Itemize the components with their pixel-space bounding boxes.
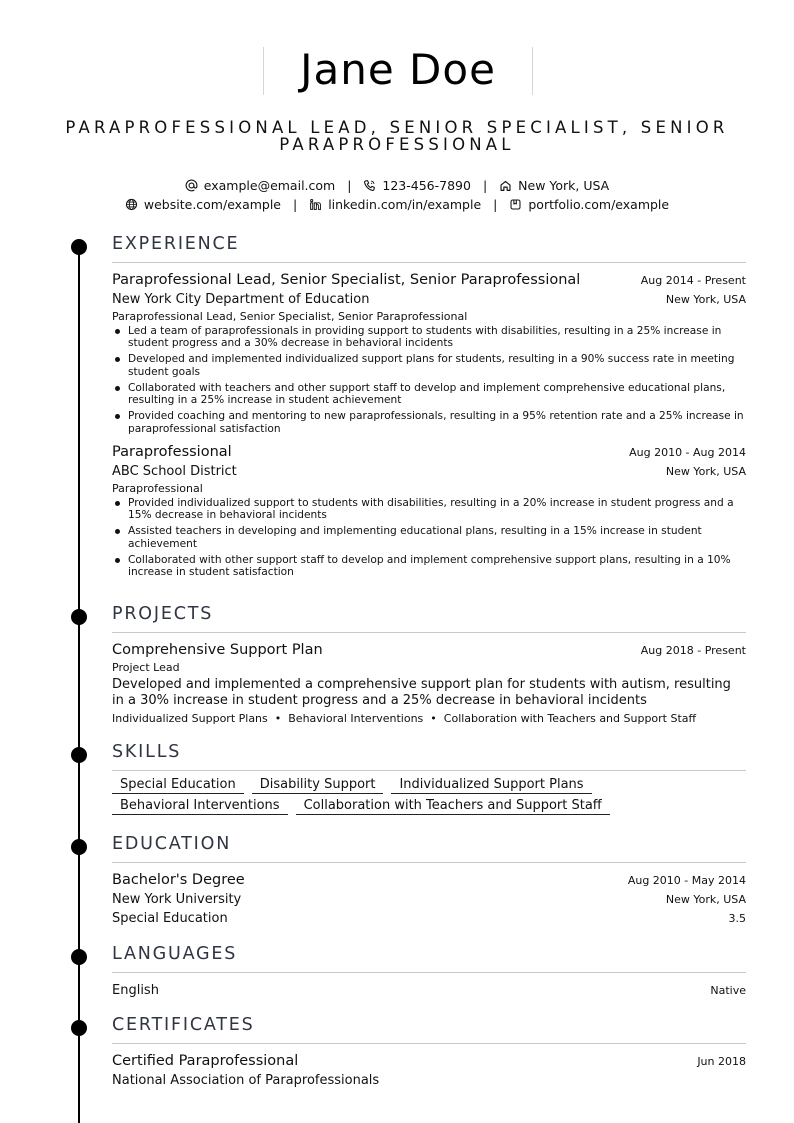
at-icon xyxy=(185,179,198,192)
project-tag: Individualized Support Plans xyxy=(112,712,268,725)
skill-tag: Behavioral Interventions xyxy=(112,798,288,815)
linkedin-text: linkedin.com/in/example xyxy=(328,196,482,212)
job-location: New York, USA xyxy=(665,293,746,306)
degree: Bachelor's Degree xyxy=(112,872,245,888)
section-title: LANGUAGES xyxy=(112,944,746,973)
education-section xyxy=(112,834,746,928)
project-tags xyxy=(112,711,746,726)
separator: | xyxy=(482,177,488,193)
project-role: Project Lead xyxy=(112,661,180,674)
skill-tag: Collaboration with Teachers and Support Staff xyxy=(296,798,610,815)
section-title: SKILLS xyxy=(112,742,746,771)
experience-entry xyxy=(112,271,746,435)
section-title: CERTIFICATES xyxy=(112,1015,746,1044)
languages-section xyxy=(112,944,746,1000)
separator: | xyxy=(292,196,298,212)
timeline-dot xyxy=(71,609,87,625)
project-entry xyxy=(112,641,746,726)
field-of-study: Special Education xyxy=(112,911,228,926)
language-name: English xyxy=(112,983,159,998)
section-title: PROJECTS xyxy=(112,604,746,633)
list-item: Provided coaching and mentoring to new paraprofessionals, resulting in a 95% retention rate and a 25% increase in paraprofessional satisfaction xyxy=(128,410,746,435)
gpa: 3.5 xyxy=(728,912,746,925)
company-name: New York City Department of Education xyxy=(112,292,370,307)
linkedin-icon xyxy=(309,198,322,211)
project-tag: Collaboration with Teachers and Support Staff xyxy=(443,712,697,725)
school-name: New York University xyxy=(112,892,242,907)
skill-tag: Disability Support xyxy=(252,777,384,794)
tag-separator: • xyxy=(274,712,282,725)
separator: | xyxy=(493,196,498,212)
skill-tag: Special Education xyxy=(112,777,244,794)
job-bullets xyxy=(112,325,746,435)
job-date: Aug 2014 - Present xyxy=(640,274,746,287)
project-date: Aug 2018 - Present xyxy=(640,644,746,657)
headline-line-2: PARAPROFESSIONAL xyxy=(279,135,515,154)
company-name: ABC School District xyxy=(112,464,237,480)
certificates-section xyxy=(112,1015,746,1090)
website-text: website.com/example xyxy=(143,196,281,212)
job-bullets xyxy=(112,497,746,579)
contact-row-1 xyxy=(0,177,794,194)
separator: | xyxy=(347,177,352,193)
contact-location xyxy=(499,178,609,194)
headline-line-1: PARAPROFESSIONAL LEAD, SENIOR SPECIALIST, SENIOR xyxy=(65,118,729,137)
phone-icon xyxy=(363,179,376,192)
name-block xyxy=(263,47,533,95)
timeline-dot xyxy=(71,949,87,965)
list-item: Developed and implemented individualized support plans for students, resulting in a 90% success rate in meeting student goals xyxy=(128,353,746,378)
job-date: Aug 2010 - Aug 2014 xyxy=(629,446,746,460)
list-item: Assisted teachers in developing and implementing educational plans, resulting in a 15% increase in student achievement xyxy=(128,525,746,550)
contact-phone[interactable] xyxy=(363,178,471,194)
list-item: Provided individualized support to students with disabilities, resulting in a 20% increase in student progress and a 15% decrease in behavioral incidents xyxy=(128,497,746,522)
certificate-issuer: National Association of Paraprofessionals xyxy=(112,1073,380,1088)
portfolio-icon xyxy=(509,198,522,211)
list-item: Collaborated with teachers and other support staff to develop and implement comprehensive educational plans, resulting in a 25% increase in student achievement xyxy=(128,382,746,407)
skills-list xyxy=(112,777,632,815)
timeline-dot xyxy=(71,239,87,255)
email-text: example@email.com xyxy=(203,177,336,193)
home-icon xyxy=(499,179,512,192)
education-entry xyxy=(112,871,746,928)
contact-row-2 xyxy=(0,196,794,213)
contact-portfolio[interactable] xyxy=(509,197,669,213)
certificate-date: Jun 2018 xyxy=(697,1055,746,1068)
job-location: New York, USA xyxy=(665,465,746,479)
school-location: New York, USA xyxy=(665,893,746,906)
certificate-name: Certified Paraprofessional xyxy=(112,1053,299,1069)
language-level: Native xyxy=(710,984,746,997)
language-entry xyxy=(112,981,746,1000)
experience-entry xyxy=(112,443,746,579)
contact-linkedin[interactable] xyxy=(309,197,481,213)
contact-website[interactable] xyxy=(125,197,281,213)
job-role: Paraprofessional Lead, Senior Specialist, Senior Paraprofessional xyxy=(112,310,468,323)
timeline-dot xyxy=(71,839,87,855)
job-title: Paraprofessional Lead, Senior Specialist, Senior Paraprofessional xyxy=(112,272,581,288)
certificate-entry xyxy=(112,1052,746,1090)
list-item: Led a team of paraprofessionals in providing support to students with disabilities, resulting in a 25% increase in student progress and a 30% decrease in behavioral incidents xyxy=(128,325,746,350)
skills-section xyxy=(112,742,746,815)
job-title: Paraprofessional xyxy=(112,444,232,461)
job-role: Paraprofessional xyxy=(112,482,203,496)
candidate-name: Jane Doe xyxy=(300,45,496,94)
project-description: Developed and implemented a comprehensive support plan for students with autism, resulting in a 30% increase in student progress and a 25% decrease in behavioral incidents xyxy=(112,677,731,708)
portfolio-text: portfolio.com/example xyxy=(528,196,670,212)
timeline-line xyxy=(78,247,80,1123)
timeline-dot xyxy=(71,747,87,763)
section-title: EXPERIENCE xyxy=(112,234,746,263)
experience-section xyxy=(112,234,746,582)
education-date: Aug 2010 - May 2014 xyxy=(627,874,746,887)
phone-text: 123-456-7890 xyxy=(382,177,471,193)
contact-email[interactable] xyxy=(185,178,335,194)
project-tag: Behavioral Interventions xyxy=(288,712,424,725)
tag-separator: • xyxy=(430,712,437,725)
projects-section xyxy=(112,604,746,726)
headline xyxy=(40,119,754,153)
location-text: New York, USA xyxy=(518,177,610,193)
project-name: Comprehensive Support Plan xyxy=(112,642,323,658)
timeline-dot xyxy=(71,1020,87,1036)
list-item: Collaborated with other support staff to develop and implement comprehensive support plans, resulting in a 10% increase in student satisfaction xyxy=(128,554,746,579)
globe-icon xyxy=(125,198,138,211)
section-title: EDUCATION xyxy=(112,834,746,863)
skill-tag: Individualized Support Plans xyxy=(391,777,591,794)
